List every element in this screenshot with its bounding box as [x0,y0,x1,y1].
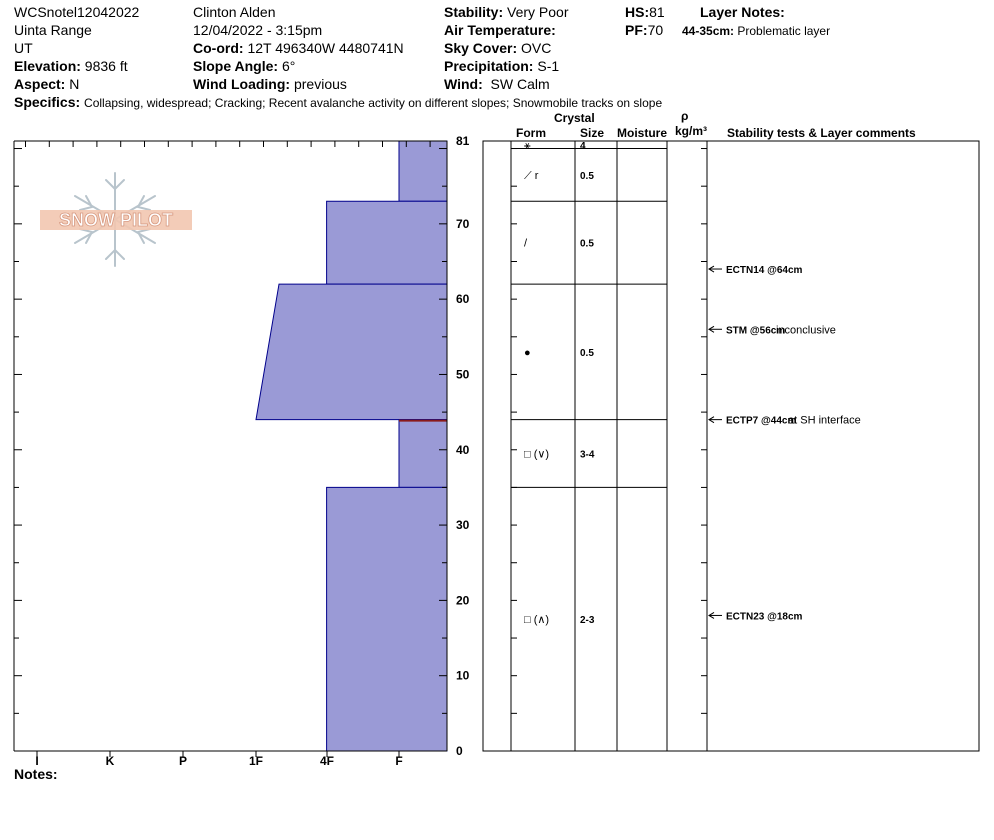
grain-form-symbol: ⟋ r [524,169,539,182]
sky-cover-label: Sky Cover: [444,40,518,56]
grain-form-symbol: ⚹ [524,139,531,152]
moisture-header: Moisture [617,126,668,140]
hardness-label: P [178,754,188,768]
stability-test-comment: at SH interface [788,414,861,427]
profile-layer [327,201,447,284]
depth-label: 60 [456,292,470,307]
grain-form-symbol: □ (∧) [524,614,550,627]
grain-form-symbol: / [524,237,528,250]
state-name: UT [14,40,33,56]
specifics-label: Specifics: [14,94,81,110]
stability-test-name: STM @56cm [726,325,786,337]
notes-label: Notes: [14,766,58,782]
specifics-text: Collapsing, widespread; Cracking; Recent avalanche activity on different slopes; Snowmobile tracks on slope [84,96,663,110]
grain-size: 4 [580,140,586,152]
grain-size: 0.5 [580,347,594,359]
density-unit-header: kg/m³ [675,124,708,138]
observation-datetime: 12/04/2022 - 3:15pm [193,22,323,38]
stability-test-name: ECTP7 @44cm [726,415,797,427]
wind-label: Wind: [444,76,483,92]
stability-label: Stability: [444,4,504,20]
depth-label: 20 [456,593,470,608]
snowpilot-logo [40,173,192,266]
stability-test-comment: inconclusive [776,324,836,337]
depth-label: 50 [456,367,470,382]
elevation-label: Elevation: [14,58,81,74]
stability-test-name: ECTN14 @64cm [726,265,803,277]
layer-table-rows [511,140,667,626]
hardness-label: 4F [319,754,335,768]
profile-layer [256,284,447,420]
range-name: Uinta Range [14,22,92,38]
stability-tests [709,265,861,622]
form-header: Form [516,126,546,140]
grain-form-symbol: ● [524,346,531,359]
precip-label: Precipitation: [444,58,534,74]
air-temp-label: Air Temperature: [444,22,556,38]
grain-size: 3-4 [580,449,595,461]
coord-value: 12T 496340W 4480741N [247,40,404,56]
elevation-value: 9836 ft [84,58,128,74]
grain-size: 0.5 [580,238,594,250]
site-name: WCSnotel12042022 [14,4,140,20]
sky-cover-value: OVC [521,40,552,56]
hardness-label: F [395,754,403,768]
slope-label: Slope Angle: [193,58,279,74]
grain-size: 2-3 [580,615,595,627]
rho-header: ρ [681,109,689,123]
wind-value: SW Calm [490,76,550,92]
hardness-labels [35,754,402,768]
depth-label: 40 [456,442,470,457]
pf-value: 70 [647,22,664,38]
profile-layer [327,487,447,751]
depth-label: 0 [456,744,463,758]
hardness-label: I [35,754,39,768]
comments-header: Stability tests & Layer comments [727,126,916,140]
profile-layer [399,141,447,201]
hardness-label: K [105,754,115,768]
pf-label: PF: [625,22,648,38]
hs-label: HS: [625,4,650,20]
stability-test-name: ECTN23 @18cm [726,611,803,623]
profile-layer [399,420,447,488]
aspect-label: Aspect: [14,76,66,92]
slope-value: 6° [281,58,296,74]
hardness-label: 1F [248,754,264,768]
precip-value: S-1 [537,58,560,74]
stability-value: Very Poor [507,4,569,20]
hs-value: 81 [649,4,665,20]
logo-text: SNOW PILOT [59,210,173,230]
depth-label: 30 [456,518,470,533]
hardness-profile [256,141,447,751]
size-header: Size [580,126,605,140]
layer-notes-range: 44-35cm: [682,24,735,38]
coord-label: Co-ord: [193,40,244,56]
depth-label: 10 [456,668,470,683]
grain-size: 0.5 [580,170,594,182]
grain-form-symbol: □ (∨) [524,448,550,461]
layer-notes-text: Problematic layer [737,24,831,38]
crystal-header: Crystal [554,111,595,125]
wind-loading-label: Wind Loading: [193,76,291,92]
layer-notes-label: Layer Notes: [700,4,785,20]
observer-name: Clinton Alden [193,4,276,20]
depth-label: 70 [456,216,470,231]
depth-labels [456,134,470,758]
layer-table-frame [483,141,979,751]
wind-loading-value: previous [293,76,347,92]
depth-label: 81 [456,134,470,148]
aspect-value: N [69,76,80,92]
